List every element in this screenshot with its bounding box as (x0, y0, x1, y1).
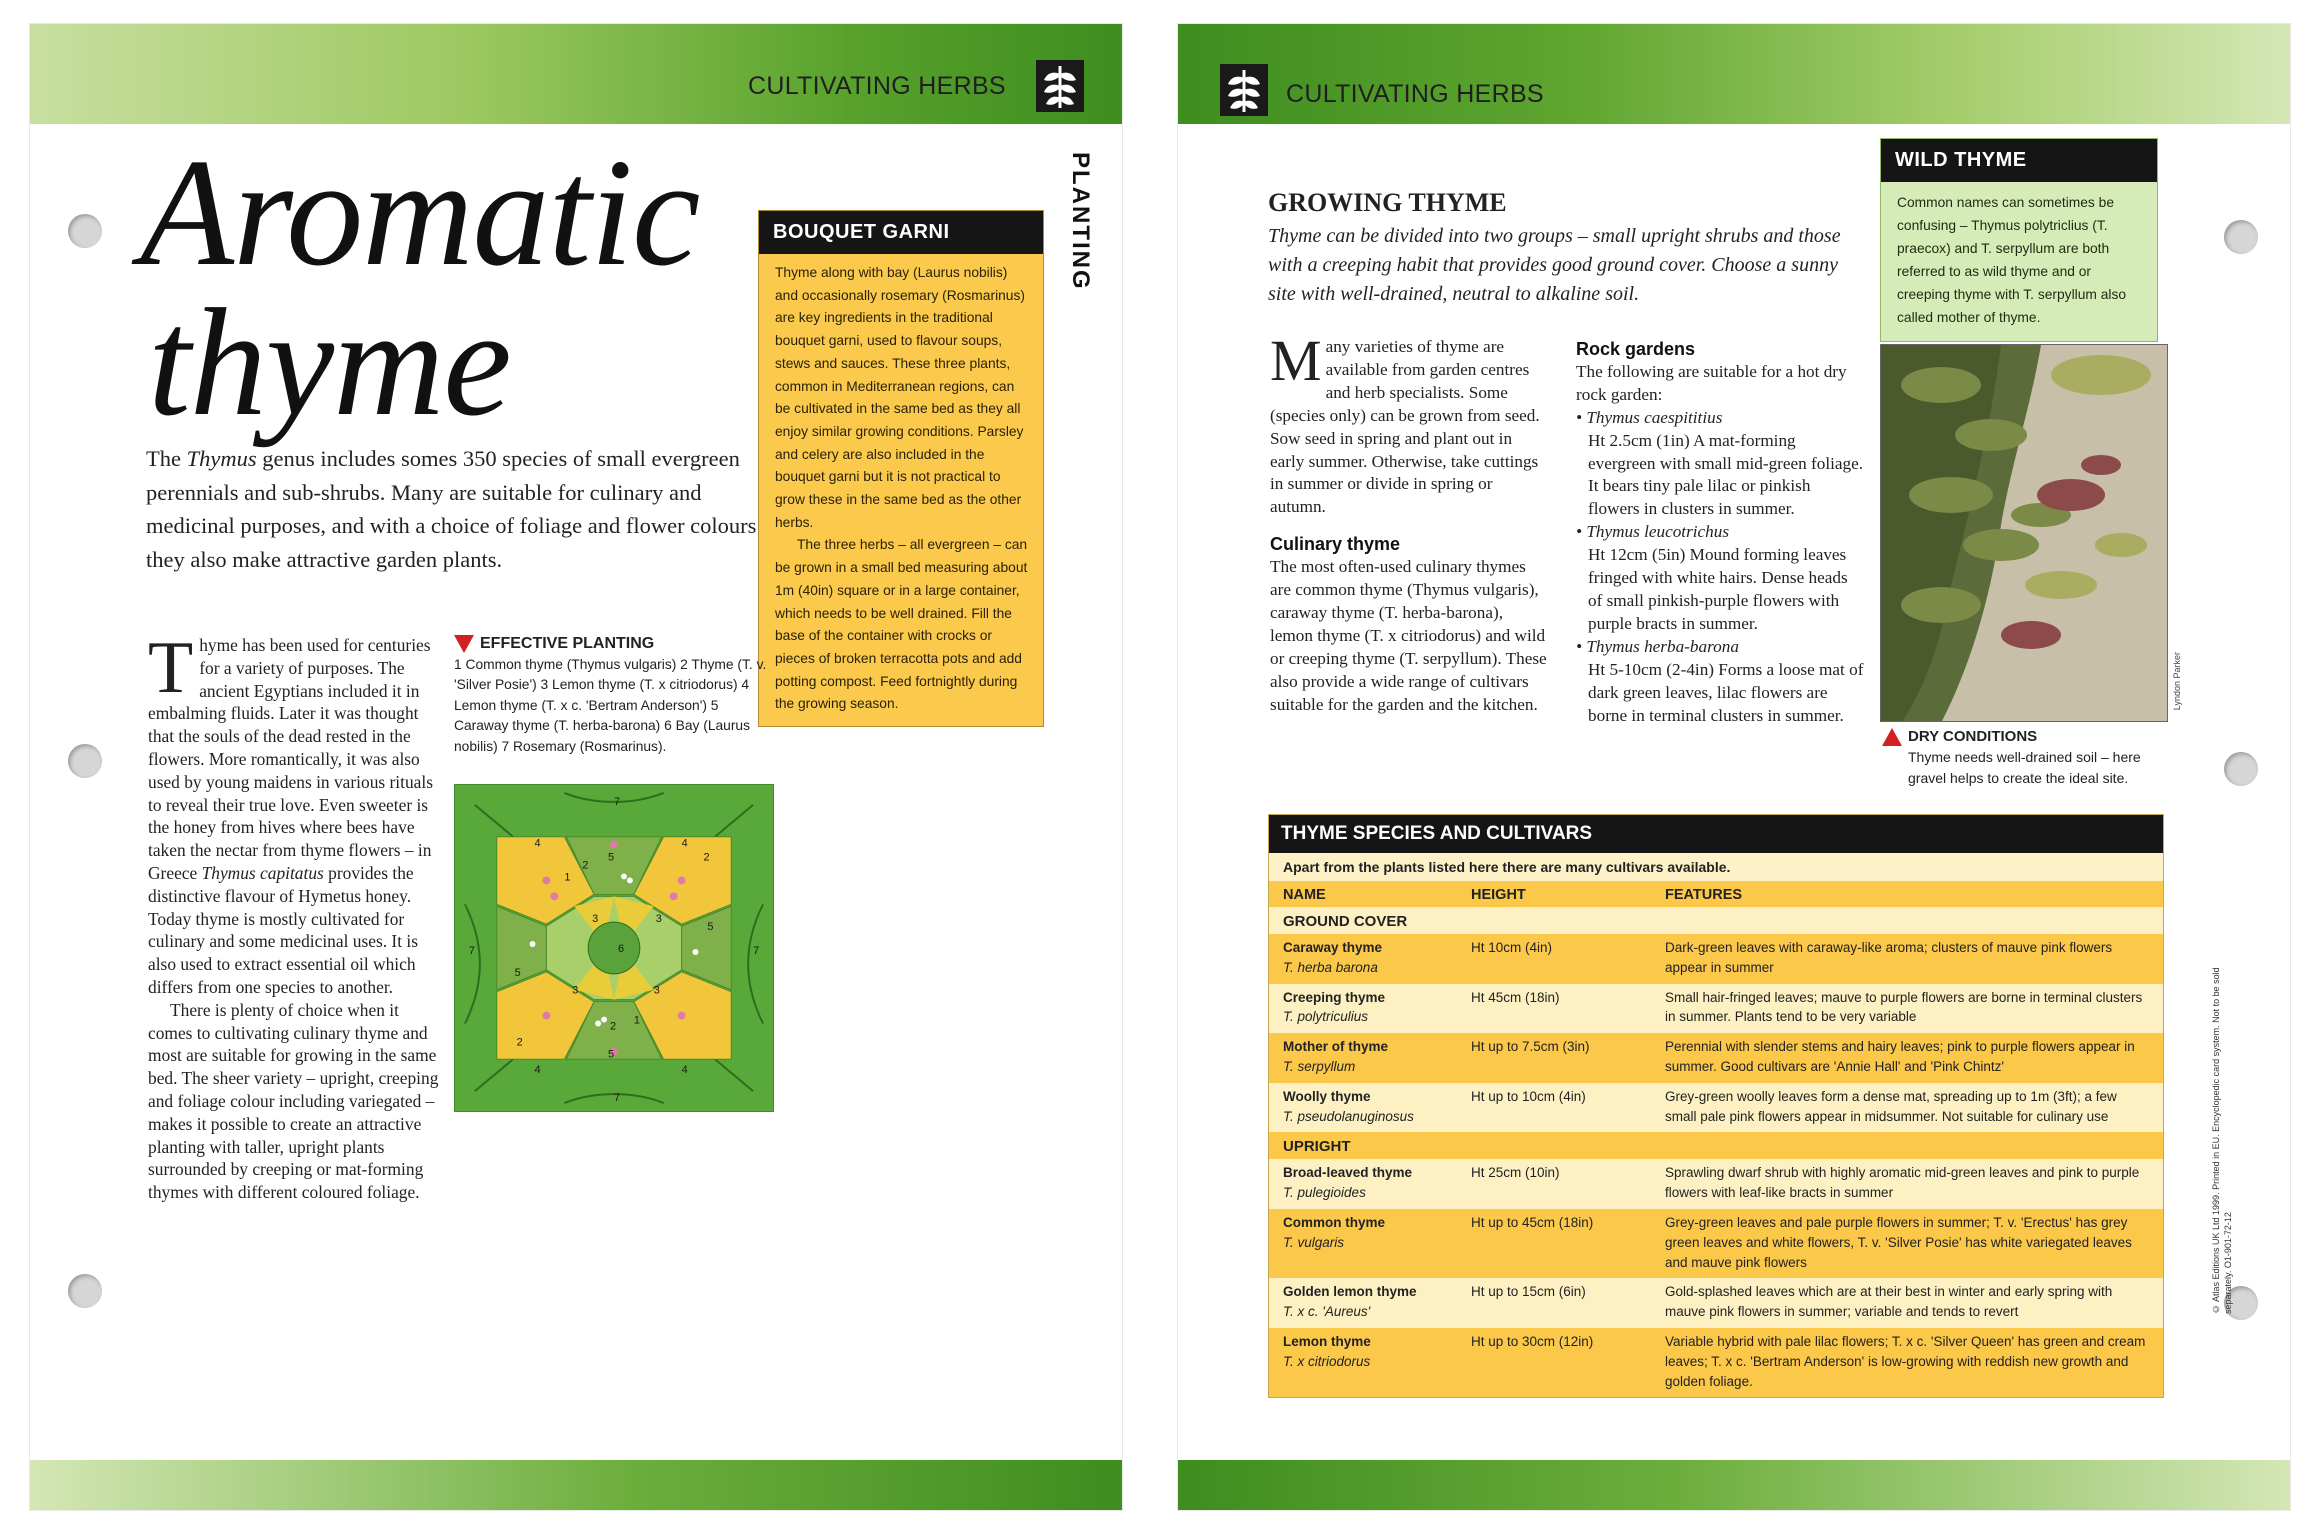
diagram-label: 1 (564, 871, 571, 884)
diagram-label: 5 (608, 851, 615, 864)
table-row: Mother of thyme T. serpyllum Ht up to 7.5cm (3in) Perennial with slender stems and hairy leaves; pink to purple flowers appear in summer. Good cultivars are 'Annie Hall' and 'Pink Chintz' (1269, 1033, 2163, 1083)
herb-leaf-icon (1220, 64, 1268, 116)
table-row: Lemon thyme T. x citriodorus Ht up to 30cm (12in) Variable hybrid with pale lilac flowers; T. x c. 'Silver Queen' has green and cream leaves; T. x c. 'Bertram Anderson' is low-growing with reddish new growth and golden foliage. (1269, 1328, 2163, 1397)
table-row: Creeping thyme T. polytriculius Ht 45cm (18in) Small hair-fringed leaves; mauve to purple flowers are borne in terminal clusters in summer. Plants tend to be very variable (1269, 984, 2163, 1034)
table-header-row: NAME HEIGHT FEATURES (1269, 881, 2163, 907)
triangle-up-icon (1882, 728, 1902, 746)
table-row: Caraway thyme T. herba barona Ht 10cm (4in) Dark-green leaves with caraway-like aroma; clusters of mauve pink flowers appear in summer (1269, 934, 2163, 984)
binder-hole (2224, 220, 2258, 254)
left-card (30, 24, 1122, 1510)
diagram-label: 2 (582, 859, 589, 872)
page-title-line2: thyme (148, 278, 511, 448)
imprint-text: © Atlas Editions UK Ltd 1999. Printed in EU. Encyclopedic card system. Not to be sold separately. O1-901-72-12 (2211, 967, 2233, 1314)
growing-thyme-section (1268, 188, 1868, 309)
bouquet-garni-heading: BOUQUET GARNI (759, 211, 1043, 254)
diagram-label: 4 (534, 1064, 541, 1077)
triangle-down-icon (454, 635, 474, 653)
herb-leaf-icon (1036, 60, 1084, 112)
diagram-label: 5 (514, 966, 521, 979)
diagram-label: 5 (707, 921, 714, 934)
page-title-line1: Aromatic (140, 128, 700, 298)
diagram-label: 4 (534, 837, 541, 850)
bottom-green-band (1178, 1460, 2290, 1510)
drop-cap: T (148, 627, 194, 709)
drop-cap: M (1270, 328, 1322, 393)
diagram-label: 3 (653, 984, 660, 997)
diagram-label: 4 (681, 837, 688, 850)
species-table (1268, 814, 2164, 1398)
diagram-label: 3 (572, 984, 579, 997)
table-group-label: GROUND COVER (1269, 907, 2163, 934)
diagram-label: 1 (633, 1014, 640, 1027)
wild-thyme-heading: WILD THYME (1881, 139, 2157, 182)
diagram-label: 5 (608, 1048, 615, 1061)
top-green-band (1178, 24, 2290, 124)
binder-hole (68, 214, 102, 248)
section-label: CULTIVATING HERBS (1286, 80, 1544, 108)
table-title: THYME SPECIES AND CULTIVARS (1269, 815, 2163, 853)
binder-hole (68, 1274, 102, 1308)
intro-paragraph: The Thymus genus includes somes 350 species of small evergreen perennials and sub-shrubs. Many are suitable for culinary and medicinal purposes, and with a choice of foliage and flower colours they also make attractive garden plants. (146, 446, 757, 572)
diagram-label: 7 (614, 795, 621, 808)
table-row: Woolly thyme T. pseudolanuginosus Ht up to 10cm (4in) Grey-green woolly leaves form a dense mat, spreading up to 1m (3ft); a few small pale pink flowers appear in midsummer. Not suitable for culinary use (1269, 1083, 2163, 1133)
section-label: CULTIVATING HERBS (748, 72, 1006, 100)
section-tab-planting: PLANTING (1067, 152, 1094, 291)
bouquet-garni-box: BOUQUET GARNI Thyme along with bay (Laurus nobilis) and occasionally rosemary (Rosmarinus) are key ingredients in the traditional bouquet garni, used to flavour soups, stews and sauces. These three plants, common in Mediterranean regions, can be cultivated in the same bed as they all enjoy similar growing conditions. Parsley and celery are also included in the bouquet garni but it is not practical to grow these in the same bed as the other herbs. The three herbs – all evergreen – can be grown in a small bed measuring about 1m (40in) square or in a large container, which needs to be well drained. Fill the base of the container with crocks or pieces of broken terracotta pots and add potting compost. Feed fortnightly during the growing season. (758, 210, 1044, 727)
diagram-label: 4 (681, 1064, 688, 1077)
binder-hole (68, 744, 102, 778)
wild-thyme-box: WILD THYME Common names can sometimes be confusing – Thymus polytriclius (T. praecox) and T. serpyllum are both referred to as wild thyme and or creeping thyme with T. serpyllum also called mother of thyme. (1880, 138, 2158, 342)
text-column-2: Rock gardens The following are suitable for a hot dry rock garden: • Thymus caespititius Ht 2.5cm (1in) A mat-forming evergreen with small mid-green foliage. It bears tiny pale lilac or pinkish flowers in clusters in summer. • Thymus leucotrichus Ht 12cm (5in) Mound forming leaves fringed with white hairs. Dense heads of small pinkish-purple flowers with purple bracts in summer. • Thymus herba-barona Ht 5-10cm (2-4in) Forms a loose mat of dark green leaves, lilac flowers are borne in terminal clusters in summer. (1576, 336, 1866, 727)
effective-planting-caption: EFFECTIVE PLANTING 1 Common thyme (Thymus vulgaris) 2 Thyme (T. v. 'Silver Posie') 3 Lemon thyme (T. x citriodorus) 4 Lemon thyme (T. x c. 'Bertram Anderson') 5 Caraway thyme (T. herba-barona) 6 Bay (Laurus nobilis) 7 Rosemary (Rosmarinus). (454, 635, 767, 754)
diagram-label: 7 (614, 1092, 621, 1105)
standfirst: Thyme can be divided into two groups – small upright shrubs and those with a creeping habit that provides good ground cover. Choose a sunny site with well-drained, neutral to alkaline soil. (1268, 225, 1841, 305)
text-column-1: Many varieties of thyme are available from garden centres and herb specialists. Some (species only) can be grown from seed. Sow seed in spring and plant out in early summer. Otherwise, take cuttings in summer or divide in spring or autumn. Culinary thyme The most often-used culinary thymes are common thyme (Thymus vulgaris), caraway thyme (T. herba-barona), lemon thyme (T. x citriodorus) and wild or creeping thyme (T. serpyllum). These also provide a wide range of cultivars suitable for the garden and the kitchen. (1270, 336, 1550, 717)
diagram-label: 7 (753, 944, 760, 957)
photo-credit: Lyndon Parker (2172, 652, 2182, 711)
diagram-label: 3 (655, 913, 662, 926)
growing-thyme-heading: GROWING THYME (1268, 188, 1507, 217)
dry-conditions-caption: DRY CONDITIONS Thyme needs well-drained soil – here gravel helps to create the ideal site. (1882, 726, 2172, 789)
gravel-garden-photo (1880, 344, 2168, 722)
binder-hole (2224, 752, 2258, 786)
diagram-label: 2 (516, 1036, 523, 1049)
table-note: Apart from the plants listed here there are many cultivars available. (1269, 853, 2163, 881)
table-row: Broad-leaved thyme T. pulegioides Ht 25cm (10in) Sprawling dwarf shrub with highly aromatic mid-green leaves and pink to purple flowers with leaf-like bracts in summer (1269, 1159, 2163, 1209)
planting-plan-illustration (454, 784, 774, 1112)
diagram-label: 6 (617, 942, 625, 955)
table-row: Golden lemon thyme T. x c. 'Aureus' Ht up to 15cm (6in) Gold-splashed leaves which are at their best in winter and early spring with mauve pink flowers in summer; variable and tends to revert (1269, 1278, 2163, 1328)
bottom-green-band (30, 1460, 1122, 1510)
diagram-label: 2 (703, 851, 710, 864)
diagram-label: 3 (592, 913, 599, 926)
diagram-label: 2 (610, 1020, 617, 1033)
table-group-label: UPRIGHT (1269, 1132, 2163, 1159)
culinary-thyme-heading: Culinary thyme (1270, 534, 1401, 555)
right-card (1178, 24, 2290, 1510)
body-text: Thyme has been used for centuries for a variety of purposes. The ancient Egyptians included it in embalming fluids. Later it was thought that the souls of the dead rested in the flowers. More romantically, it was also used by young maidens in various rituals to reveal their true love. Even sweeter is the honey from hives where bees have taken the nectar from thyme flowers – in Greece Thymus capitatus provides the distinctive flavour of Hymetus honey. Today thyme is mostly cultivated for culinary and some medicinal uses. It is also used to extract essential oil which differs from one species to another. There is plenty of choice when it comes to cultivating culinary thyme and most are suitable for growing in the same bed. The sheer variety – upright, creeping and foliage colour including variegated – makes it possible to create an attractive planting with taller, upright plants surrounded by creeping or mat-forming thymes with different coloured foliage. (148, 627, 439, 1203)
diagram-label: 7 (468, 944, 475, 957)
rock-gardens-heading: Rock gardens (1576, 339, 1696, 359)
table-row: Common thyme T. vulgaris Ht up to 45cm (18in) Grey-green leaves and pale purple flowers in summer; T. v. 'Erectus' has grey green leaves and white flowers, T. v. 'Silver Posie' has white variegated leaves and mauve pink flowers (1269, 1209, 2163, 1278)
